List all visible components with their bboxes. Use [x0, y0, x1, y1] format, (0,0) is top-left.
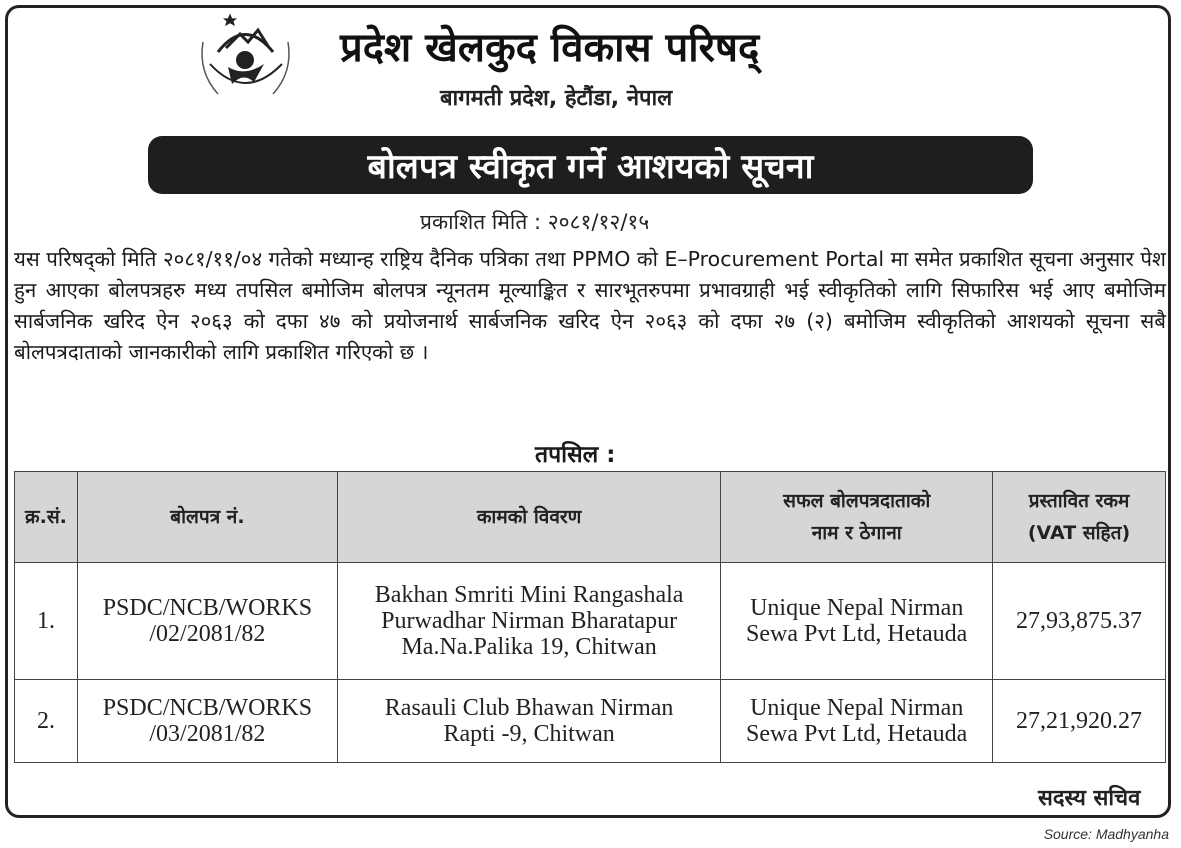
header-work: कामको विवरण [337, 472, 721, 563]
bidder-line1: Unique Nepal Nirman [750, 695, 964, 721]
notice-body: यस परिषद्को मिति २०८१/११/०४ गतेको मध्यान्ह राष्ट्रिय दैनिक पत्रिका तथा PPMO को E–Procurement Portal मा समेत प्रकाशित सूचना अनुसार पेश हुन आएका बोलपत्रहरु मध्य तपसिल बमोजिम बोलपत्र न्यूनतम मूल्याङ्कित र सारभूतरुपमा प्रभावग्राही भई स्वीकृतिको लागि सिफारिस भई आए बमोजिम सार्बजनिक खरिद ऐन २०६३ को दफा ४७ को प्रयोजनार्थ सार्बजनिक खरिद ऐन २०६३ को दफा २७ (२) बमोजिम स्वीकृतिको आशयको सूचना सबै बोलपत्रदाताको जानकारीको लागि प्रकाशित गरिएको छ । [14, 247, 1166, 364]
header-amount [993, 472, 1166, 563]
cell-sn: 2. [15, 680, 78, 763]
cell-amount: 27,93,875.37 [993, 563, 1166, 680]
header-sn: क्र.सं. [15, 472, 78, 563]
bidder-line2: Sewa Pvt Ltd, Hetauda [746, 621, 968, 647]
bid-no-line2: /02/2081/82 [149, 621, 266, 647]
council-logo [188, 12, 303, 112]
work-line2: Purwadhar Nirman Bharatapur [381, 608, 678, 634]
source-credit: Source: Madhyanha [1043, 826, 1169, 842]
header-bidder-line1: सफल बोलपत्रदाताको [783, 490, 931, 512]
table-row [15, 680, 1166, 763]
cell-work [337, 563, 721, 680]
signature: सदस्य सचिव [1038, 786, 1141, 811]
cell-sn: 1. [15, 563, 78, 680]
cell-bid-no [77, 680, 337, 763]
header-bid-no: बोलपत्र नं. [77, 472, 337, 563]
bid-no-line1: PSDC/NCB/WORKS [102, 695, 313, 721]
table-header-row [15, 472, 1166, 563]
published-label: प्रकाशित मिति : [420, 210, 542, 234]
cell-work [337, 680, 721, 763]
cell-amount: 27,21,920.27 [993, 680, 1166, 763]
header-amount-line2: (VAT सहित) [1027, 522, 1131, 544]
organization-name: प्रदेश खेलकुद विकास परिषद् [340, 25, 760, 71]
published-date [420, 208, 649, 236]
published-date-value: २०८१/१२/१५ [547, 210, 650, 234]
schedule-title: तपसिल : [535, 442, 616, 468]
work-line1: Bakhan Smriti Mini Rangashala [374, 582, 684, 608]
work-line1: Rasauli Club Bhawan Nirman [384, 695, 674, 721]
header-bidder-line2: नाम र ठेगाना [811, 522, 902, 544]
table-row [15, 563, 1166, 680]
work-line2: Rapti -9, Chitwan [443, 721, 615, 747]
header-bidder [721, 472, 993, 563]
notice-title-banner: बोलपत्र स्वीकृत गर्ने आशयको सूचना [148, 136, 1033, 194]
bid-table [14, 471, 1166, 763]
bid-no-line2: /03/2081/82 [149, 721, 266, 747]
cell-bidder [721, 563, 993, 680]
bidder-line2: Sewa Pvt Ltd, Hetauda [746, 721, 968, 747]
cell-bidder [721, 680, 993, 763]
organization-address: बागमती प्रदेश, हेटौंडा, नेपाल [440, 86, 673, 111]
header-amount-line1: प्रस्तावित रकम [1028, 490, 1130, 512]
cell-bid-no [77, 563, 337, 680]
work-line3: Ma.Na.Palika 19, Chitwan [401, 634, 657, 660]
bidder-line1: Unique Nepal Nirman [750, 595, 964, 621]
bid-no-line1: PSDC/NCB/WORKS [102, 595, 313, 621]
